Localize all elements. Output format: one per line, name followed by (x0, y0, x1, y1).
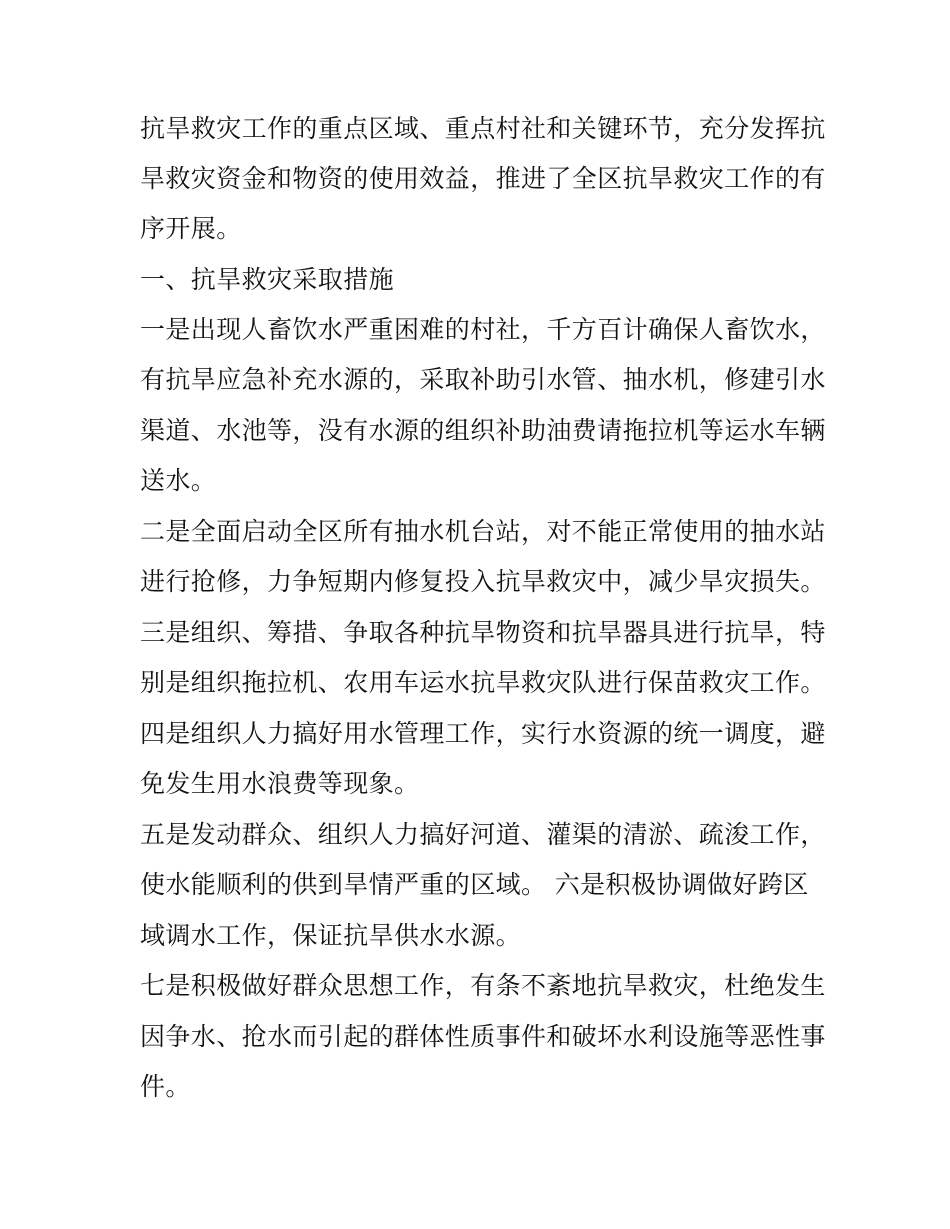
text-line-14: 免发生用水浪费等现象。 (140, 769, 420, 798)
text-line-10: 进行抢修，力争短期内修复投入抗旱救灾中，减少旱灾损失。 (140, 567, 826, 596)
text-line-19: 因争水、抢水而引起的群体性质事件和破坏水利设施等恶性事 (140, 1022, 826, 1051)
section-heading: 一、抗旱救灾采取措施 (140, 265, 395, 294)
text-line-15: 五是发动群众、组织人力搞好河道、灌渠的清淤、疏浚工作， (140, 820, 826, 849)
text-line-8: 送水。 (140, 466, 217, 495)
text-line-18: 七是积极做好群众思想工作，有条不紊地抗旱救灾，杜绝发生 (140, 971, 826, 1000)
text-line-17: 域调水工作，保证抗旱供水水源。 (140, 921, 522, 950)
text-line-5: 一是出现人畜饮水严重困难的村社，千方百计确保人畜饮水， (140, 315, 826, 344)
text-line-20: 件。 (140, 1072, 191, 1101)
text-line-6: 有抗旱应急补充水源的，采取补助引水管、抽水机，修建引水 (140, 365, 826, 394)
text-line-12: 别是组织拖拉机、农用车运水抗旱救灾队进行保苗救灾工作。 (140, 668, 826, 697)
text-line-2: 旱救灾资金和物资的使用效益，推进了全区抗旱救灾工作的有 (140, 164, 826, 193)
text-line-9: 二是全面启动全区所有抽水机台站，对不能正常使用的抽水站 (140, 517, 826, 546)
text-line-11: 三是组织、筹措、争取各种抗旱物资和抗旱器具进行抗旱，特 (140, 618, 826, 647)
text-line-7: 渠道、水池等，没有水源的组织补助油费请拖拉机等运水车辆 (140, 416, 826, 445)
text-line-13: 四是组织人力搞好用水管理工作，实行水资源的统一调度，避 (140, 719, 826, 748)
text-line-1: 抗旱救灾工作的重点区域、重点村社和关键环节，充分发挥抗 (140, 114, 826, 143)
text-line-16: 使水能顺利的供到旱情严重的区域。 六是积极协调做好跨区 (140, 870, 809, 899)
text-line-3: 序开展。 (140, 214, 242, 243)
